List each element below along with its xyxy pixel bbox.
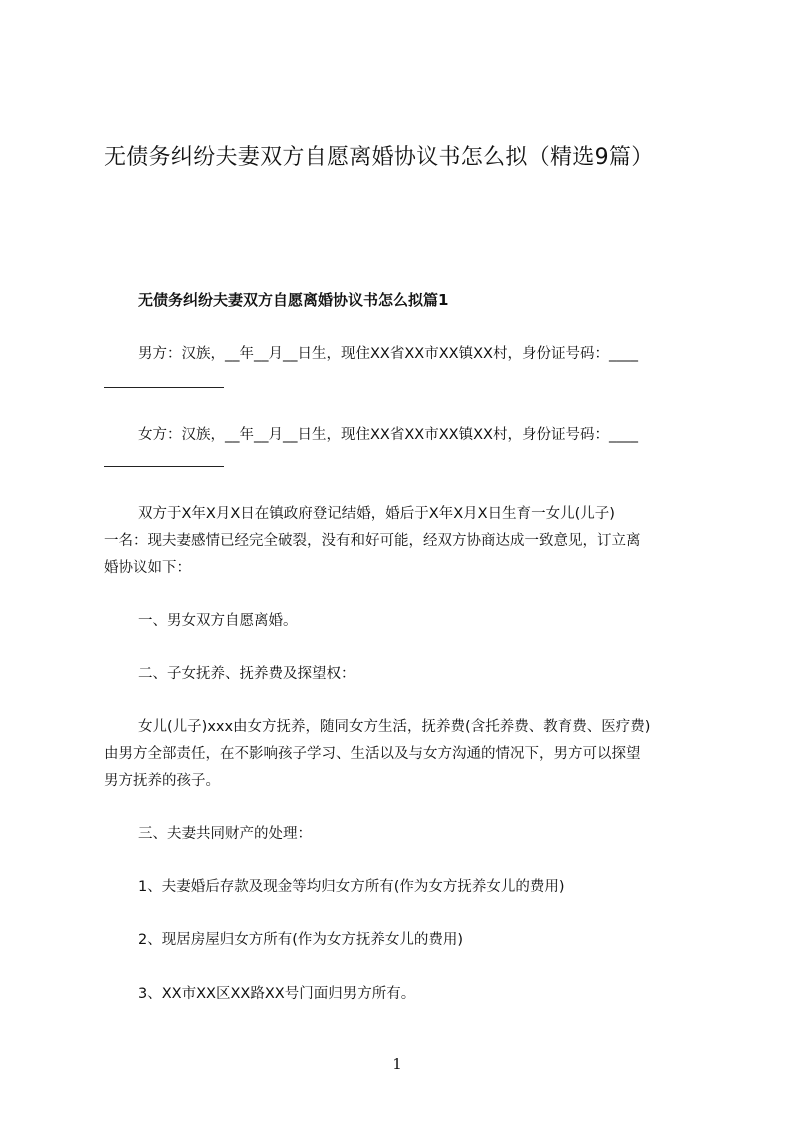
clause-2: 二、子女抚养、抚养费及探望权： (138, 666, 356, 682)
property-item-3: 3、XX市XX区XX路XX号门面归男方所有。 (138, 986, 416, 1002)
female-party-line: 女方：汉族，__年__月__日生，现住XX省XX市XX镇XX村，身份证号码：____ (138, 427, 638, 443)
clause-1: 一、男女双方自愿离婚。 (138, 613, 298, 629)
page-number: 1 (392, 1055, 402, 1073)
intro-line-3: 婚协议如下： (104, 560, 191, 576)
custody-line-2: 由男方全部责任，在不影响孩子学习、生活以及与女方沟通的情况下，男方可以探望 (104, 746, 641, 762)
section-heading: 无债务纠纷夫妻双方自愿离婚协议书怎么拟篇1 (138, 291, 449, 309)
custody-line-3: 男方抚养的孩子。 (104, 773, 220, 789)
document-title: 无债务纠纷夫妻双方自愿离婚协议书怎么拟（精选9篇） (104, 145, 654, 170)
custody-line-1: 女儿(儿子)xxx由女方抚养，随同女方生活，抚养费(含托养费、教育费、医疗费) (138, 719, 651, 735)
property-item-1: 1、夫妻婚后存款及现金等均归女方所有(作为女方抚养女儿的费用) (138, 879, 565, 895)
id-number-blank-female (104, 466, 224, 467)
intro-line-2: 一名：现夫妻感情已经完全破裂，没有和好可能，经双方协商达成一致意见，订立离 (104, 533, 641, 549)
clause-3: 三、夫妻共同财产的处理： (138, 826, 312, 842)
property-item-2: 2、现居房屋归女方所有(作为女方抚养女儿的费用) (138, 932, 464, 948)
intro-line-1: 双方于X年X月X日在镇政府登记结婚，婚后于X年X月X日生育一女儿(儿子) (138, 506, 615, 522)
id-number-blank-male (104, 387, 224, 388)
male-party-line: 男方：汉族，__年__月__日生，现住XX省XX市XX镇XX村，身份证号码：____ (138, 346, 638, 362)
